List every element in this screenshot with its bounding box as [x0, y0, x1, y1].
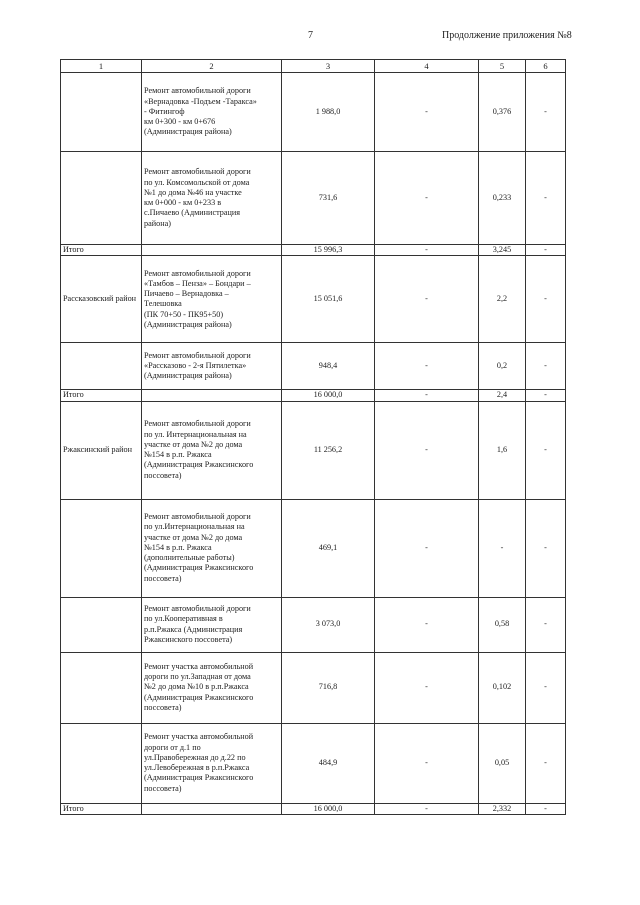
- description-line: №2 до дома №10 в р.п.Ржакса: [144, 682, 249, 692]
- description-line: Ремонт автомобильной дороги: [144, 350, 251, 360]
- length-cell: -: [479, 499, 526, 597]
- description-cell: [142, 390, 282, 401]
- description-line: Ремонт автомобильной дороги: [144, 268, 251, 278]
- table-row: [61, 597, 566, 652]
- length-cell: 1,6: [479, 401, 526, 499]
- table-row: [61, 73, 566, 152]
- amount-cell: 3 073,0: [282, 597, 375, 652]
- description-line: с.Пичаево (Администрация: [144, 208, 241, 218]
- description-line: №154 в р.п. Ржакса: [144, 450, 212, 459]
- description-line: (Администрация района): [144, 127, 232, 137]
- description-line: Ремонт автомобильной дороги: [144, 86, 251, 96]
- description-line: ул.Левобережная в р.п.Ржакса: [144, 763, 250, 772]
- description-line: участке от дома №2 до дома: [144, 439, 243, 449]
- description-line: по ул.Кооперативная в: [144, 614, 223, 624]
- column-4-cell: -: [375, 256, 479, 343]
- description-line: района): [144, 218, 171, 228]
- continuation-label: Продолжение приложения №8: [442, 30, 572, 41]
- description-line: (Администрация Ржаксинского: [144, 773, 254, 783]
- description-line: по ул.Интернациональная на: [144, 522, 245, 532]
- column-4-cell: -: [375, 390, 479, 401]
- column-6-cell: -: [526, 256, 566, 343]
- description-line: Ремонт участка автомобильной: [144, 732, 254, 742]
- description-cell: [142, 803, 282, 814]
- district-cell: [61, 597, 142, 652]
- amount-cell: 11 256,2: [282, 401, 375, 499]
- total-row: [61, 245, 566, 256]
- description-cell: [142, 256, 282, 343]
- column-4-cell: -: [375, 401, 479, 499]
- description-line: Телешовка: [144, 299, 182, 309]
- district-cell: [61, 343, 142, 390]
- length-cell: 0,58: [479, 597, 526, 652]
- total-label: Итого: [61, 245, 142, 256]
- amount-cell: 731,6: [282, 152, 375, 245]
- column-6-cell: -: [526, 73, 566, 152]
- amount-cell: 15 996,3: [282, 245, 375, 256]
- table-row: [61, 343, 566, 390]
- amount-cell: 1 988,0: [282, 73, 375, 152]
- description-cell: [142, 723, 282, 803]
- column-4-cell: -: [375, 597, 479, 652]
- column-6-cell: -: [526, 343, 566, 390]
- description-cell: [142, 343, 282, 390]
- description-line: «Тамбов – Пенза» – Бондари –: [144, 278, 251, 288]
- description-cell: [142, 499, 282, 597]
- length-cell: 0,05: [479, 723, 526, 803]
- column-6-cell: -: [526, 803, 566, 814]
- description-line: поссовета): [144, 573, 182, 583]
- table-row: [61, 256, 566, 343]
- table-row: [61, 652, 566, 723]
- total-label: Итого: [61, 390, 142, 401]
- column-header-row: [61, 60, 566, 73]
- description-line: (Администрация Ржаксинского: [144, 460, 254, 470]
- description-line: ул.Правобережная до д.22 по: [144, 752, 246, 762]
- description-line: (Администрация Ржаксинского: [144, 692, 254, 702]
- column-6-cell: -: [526, 245, 566, 256]
- description-line: (дополнительные работы): [144, 553, 235, 563]
- table-row: [61, 401, 566, 499]
- description-line: №1 до дома №46 на участке: [144, 187, 242, 197]
- description-line: Ржаксинского поссовета): [144, 634, 233, 644]
- length-cell: 2,4: [479, 390, 526, 401]
- total-row: [61, 803, 566, 814]
- total-row: [61, 390, 566, 401]
- description-line: дороги по ул.Западная от дома: [144, 672, 251, 682]
- description-cell: [142, 401, 282, 499]
- column-header: 4: [375, 60, 479, 73]
- description-line: (Администрация района): [144, 371, 232, 381]
- budget-table: [60, 59, 566, 815]
- amount-cell: 15 051,6: [282, 256, 375, 343]
- amount-cell: 716,8: [282, 652, 375, 723]
- amount-cell: 469,1: [282, 499, 375, 597]
- description-line: участке от дома №2 до дома: [144, 532, 243, 542]
- description-line: «Рассказово - 2-я Пятилетка»: [144, 361, 247, 371]
- length-cell: 0,376: [479, 73, 526, 152]
- description-cell: [142, 152, 282, 245]
- description-cell: [142, 73, 282, 152]
- description-cell: [142, 597, 282, 652]
- column-6-cell: -: [526, 401, 566, 499]
- table-row: [61, 723, 566, 803]
- amount-cell: 16 000,0: [282, 390, 375, 401]
- district-cell: Ржаксинский район: [61, 401, 142, 499]
- column-header: 6: [526, 60, 566, 73]
- district-cell: Рассказовский район: [61, 256, 142, 343]
- length-cell: 3,245: [479, 245, 526, 256]
- description-line: р.п.Ржакса (Администрация: [144, 624, 243, 634]
- amount-cell: 16 000,0: [282, 803, 375, 814]
- description-line: (Администрация района): [144, 319, 232, 329]
- description-line: по ул. Интернациональная на: [144, 429, 247, 439]
- column-6-cell: -: [526, 597, 566, 652]
- description-line: Пичаево – Вернадовка –: [144, 289, 229, 298]
- description-cell: [142, 245, 282, 256]
- description-line: поссовета): [144, 470, 182, 480]
- column-4-cell: -: [375, 499, 479, 597]
- description-line: Ремонт автомобильной дороги: [144, 512, 251, 522]
- description-line: км 0+000 - км 0+233 в: [144, 198, 222, 207]
- district-cell: [61, 499, 142, 597]
- column-4-cell: -: [375, 73, 479, 152]
- description-line: по ул. Комсомольской от дома: [144, 177, 250, 187]
- column-4-cell: -: [375, 245, 479, 256]
- column-4-cell: -: [375, 723, 479, 803]
- description-line: №154 в р.п. Ржакса: [144, 542, 212, 552]
- column-6-cell: -: [526, 499, 566, 597]
- length-cell: 2,2: [479, 256, 526, 343]
- column-4-cell: -: [375, 343, 479, 390]
- description-line: Ремонт автомобильной дороги: [144, 604, 251, 613]
- description-line: поссовета): [144, 702, 182, 712]
- length-cell: 0,2: [479, 343, 526, 390]
- column-6-cell: -: [526, 652, 566, 723]
- district-cell: [61, 152, 142, 245]
- description-line: Ремонт участка автомобильной: [144, 661, 254, 671]
- description-line: - Фитингоф: [144, 106, 185, 116]
- description-line: (Администрация Ржаксинского: [144, 563, 254, 573]
- description-line: «Вернадовка -Подъем -Таракса»: [144, 96, 257, 106]
- length-cell: 2,332: [479, 803, 526, 814]
- page-number: 7: [308, 30, 313, 41]
- district-cell: [61, 723, 142, 803]
- column-4-cell: -: [375, 652, 479, 723]
- column-6-cell: -: [526, 390, 566, 401]
- column-header: 2: [142, 60, 282, 73]
- table-row: [61, 152, 566, 245]
- column-header: 1: [61, 60, 142, 73]
- length-cell: 0,102: [479, 652, 526, 723]
- description-line: дороги от д.1 по: [144, 742, 201, 752]
- description-line: (ПК 70+50 - ПК95+50): [144, 309, 224, 319]
- description-line: км 0+300 - км 0+676: [144, 117, 216, 127]
- column-6-cell: -: [526, 152, 566, 245]
- length-cell: 0,233: [479, 152, 526, 245]
- amount-cell: 948,4: [282, 343, 375, 390]
- description-line: поссовета): [144, 783, 182, 793]
- table-row: [61, 499, 566, 597]
- district-cell: [61, 73, 142, 152]
- column-4-cell: -: [375, 803, 479, 814]
- description-cell: [142, 652, 282, 723]
- description-line: Ремонт автомобильной дороги: [144, 419, 251, 429]
- amount-cell: 484,9: [282, 723, 375, 803]
- column-4-cell: -: [375, 152, 479, 245]
- column-6-cell: -: [526, 723, 566, 803]
- description-line: Ремонт автомобильной дороги: [144, 167, 251, 177]
- district-cell: [61, 652, 142, 723]
- total-label: Итого: [61, 803, 142, 814]
- column-header: 5: [479, 60, 526, 73]
- column-header: 3: [282, 60, 375, 73]
